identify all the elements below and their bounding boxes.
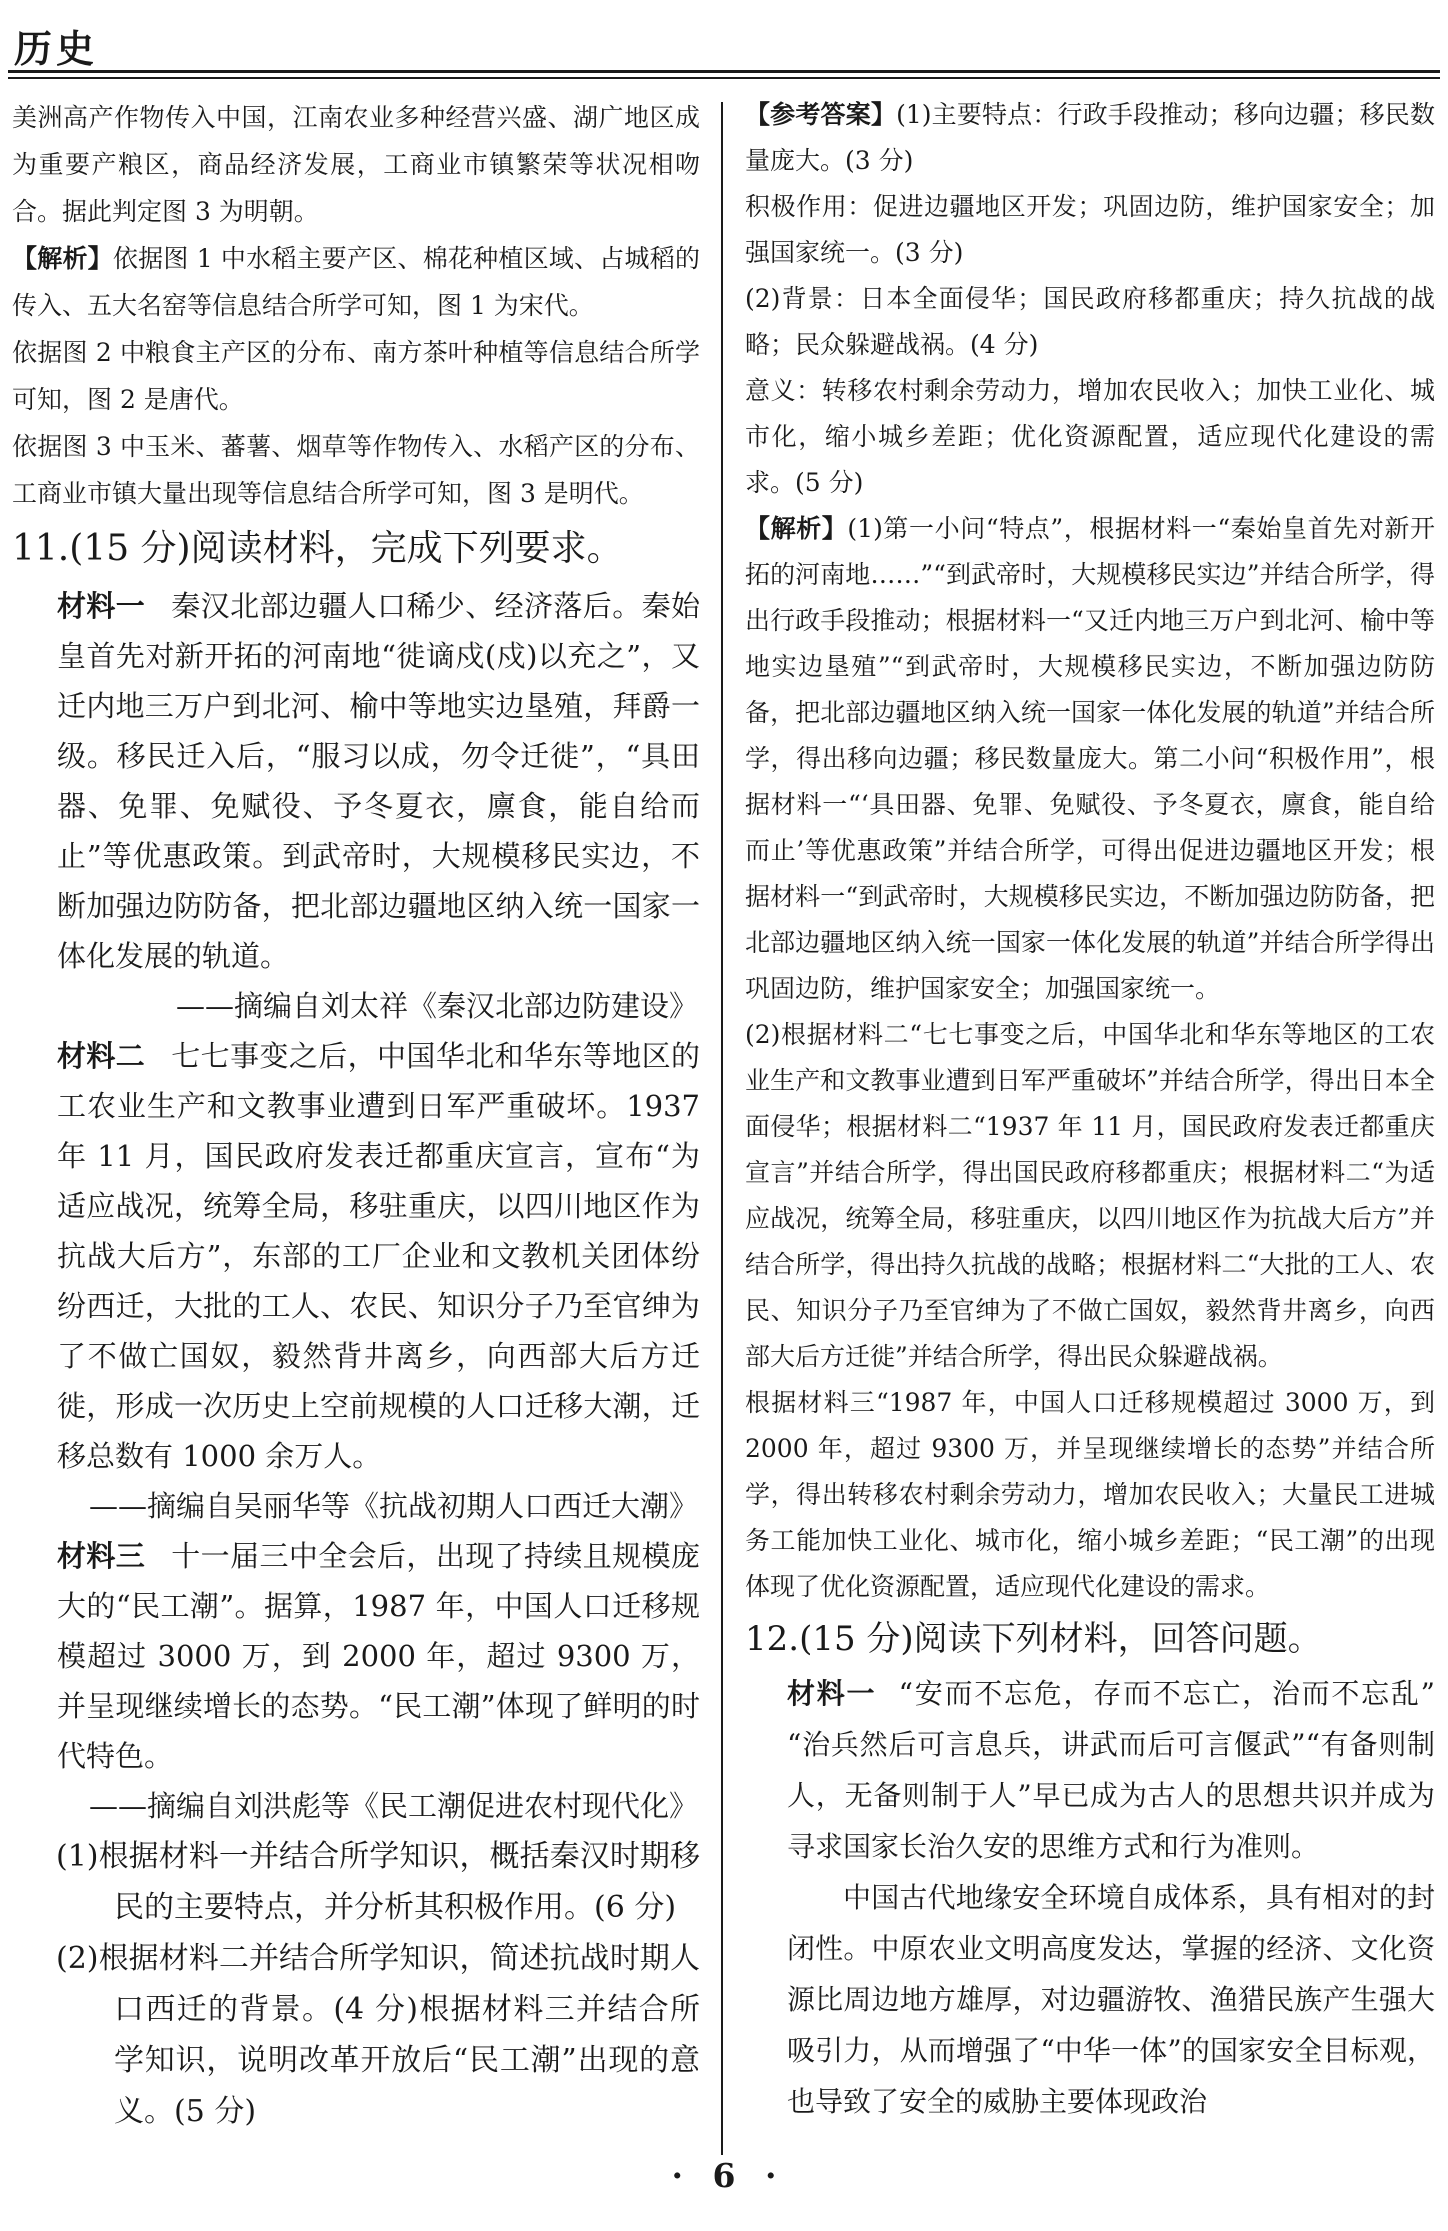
material-paragraph [787, 1668, 1435, 1872]
block-text: ——摘编自刘太祥《秦汉北部边防建设》 [175, 989, 698, 1023]
block-text: 依据图 3 中玉米、蕃薯、烟草等作物传入、水稻产区的分布、工商业市镇大量出现等信息结合所学可知，图 3 是明代。 [12, 432, 700, 508]
material-paragraph [57, 581, 700, 981]
question-header [745, 1610, 1435, 1668]
block-label: 【解析】 [12, 244, 113, 273]
block-label: 【解析】 [745, 514, 848, 543]
header-double-rule [8, 70, 1440, 79]
column-divider [721, 102, 723, 2155]
material-paragraph [57, 1031, 700, 1481]
paragraph [12, 329, 700, 423]
paragraph [745, 184, 1435, 276]
block-label: 材料一 [57, 589, 146, 623]
right-column [745, 92, 1435, 2127]
paragraph [12, 423, 700, 517]
source-line [12, 1781, 700, 1831]
block-text: (2)根据材料二并结合所学知识，简述抗战时期人口西迁的背景。(4 分)根据材料三并结合所学知识，说明改革开放后“民工潮”出现的意义。(5 分) [56, 1941, 700, 2129]
block-text: 意义：转移农村剩余劳动力，增加农民收入；加快工业化、城市化，缩小城乡差距；优化资源配置，适应现代化建设的需求。(5 分) [745, 376, 1435, 497]
page-number: · 6 · [671, 2156, 777, 2195]
block-text: 根据材料三“1987 年，中国人口迁移规模超过 3000 万，到 2000 年，超过 9300 万，并呈现继续增长的态势”并结合所学，得出转移农村剩余劳动力，增加农民收入；大量民工进城务工能加快工业化、城市化，缩小城乡差距；“民工潮”的出现体现了优化资源配置，适应现代化建设的需求。 [745, 1388, 1435, 1601]
material-paragraph [57, 1531, 700, 1781]
block-text: “安而不忘危，存而不忘亡，治而不忘乱”“治兵然后可言息兵，讲武而后可言偃武”“有备则制人，无备则制于人”早已成为古人的思想共识并成为寻求国家长治久安的思维方式和行为准则。 [787, 1677, 1435, 1863]
page-title: 历史 [14, 26, 99, 71]
block-text: 积极作用：促进边疆地区开发；巩固边防，维护国家安全；加强国家统一。(3 分) [745, 192, 1435, 267]
block-label: 【参考答案】 [745, 100, 897, 129]
left-column [12, 94, 700, 2137]
block-text: (2)根据材料二“七七事变之后，中国华北和华东等地区的工农业生产和文教事业遭到日军严重破坏”并结合所学，得出日本全面侵华；根据材料二“1937 年 11 月，国民政府发表迁都重庆宣言”并结合所学，得出国民政府移都重庆；根据材料二“为适应战况，统筹全局，移驻重庆，以四川地区作为抗战大后方”并结合所学，得出持久抗战的战略；根据材料二“大批的工人、农民、知识分子乃至官绅为了不做亡国奴，毅然背井离乡，向西部大后方迁徙”并结合所学，得出民众躲避战祸。 [745, 1020, 1435, 1371]
question-item [56, 1831, 700, 1933]
block-text: (1)第一小问“特点”，根据材料一“秦始皇首先对新开拓的河南地……”“到武帝时，大规模移民实边”并结合所学，得出行政手段推动；根据材料一“又迁内地三万户到北河、榆中等地实边垦殖”“到武帝时，大规模移民实边，不断加强边防防备，把北部边疆地区纳入统一国家一体化发展的轨道”并结合所学，得出移向边疆；移民数量庞大。第二小问“积极作用”，根据材料一“‘具田器、免罪、免赋役、予冬夏衣，廪食，能自给而止’等优惠政策”并结合所学，可得出促进边疆地区开发；根据材料一“到武帝时，大规模移民实边，不断加强边防防备，把北部边疆地区纳入统一国家一体化发展的轨道”并结合所学得出巩固边防，维护国家安全；加强国家统一。 [745, 514, 1435, 1003]
material-paragraph [787, 1872, 1435, 2127]
block-text: 依据图 2 中粮食主产区的分布、南方茶叶种植等信息结合所学可知，图 2 是唐代。 [12, 338, 700, 414]
paragraph [12, 235, 700, 329]
block-text: (1)主要特点：行政手段推动；移向边疆；移民数量庞大。(3 分) [745, 100, 1435, 175]
block-label: 材料二 [57, 1039, 146, 1073]
block-text: 12.(15 分)阅读下列材料，回答问题。 [745, 1619, 1322, 1659]
question-header [12, 517, 700, 581]
block-text: (1)根据材料一并结合所学知识，概括秦汉时期移民的主要特点，并分析其积极作用。(6 分) [56, 1839, 700, 1925]
source-line [12, 1481, 700, 1531]
block-text: 中国古代地缘安全环境自成体系，具有相对的封闭性。中原农业文明高度发达，掌握的经济、文化资源比周边地方雄厚，对边疆游牧、渔猎民族产生强大吸引力，从而增强了“中华一体”的国家安全目标观，也导致了安全的威胁主要体现政治 [787, 1881, 1435, 2118]
block-text: (2)背景：日本全面侵华；国民政府移都重庆；持久抗战的战略；民众躲避战祸。(4 分) [745, 284, 1435, 359]
block-label: 材料三 [57, 1539, 146, 1573]
block-text: 依据图 1 中水稻主要产区、棉花种植区域、占城稻的传入、五大名窑等信息结合所学可知，图 1 为宋代。 [12, 244, 700, 320]
block-text: 美洲高产作物传入中国，江南农业多种经营兴盛、湖广地区成为重要产粮区，商品经济发展，工商业市镇繁荣等状况相吻合。据此判定图 3 为明朝。 [12, 103, 700, 226]
block-text: 七七事变之后，中国华北和华东等地区的工农业生产和文教事业遭到日军严重破坏。1937 年 11 月，国民政府发表迁都重庆宣言，宣布“为适应战况，统筹全局，移驻重庆，以四川地区作为抗战大后方”，东部的工厂企业和文教机关团体纷纷西迁，大批的工人、农民、知识分子乃至官绅为了不做亡国奴，毅然背井离乡，向西部大后方迁徙，形成一次历史上空前规模的人口迁移大潮，迁移总数有 1000 余万人。 [57, 1039, 700, 1473]
question-item [56, 1933, 700, 2137]
source-line [12, 981, 700, 1031]
block-text: ——摘编自吴丽华等《抗战初期人口西迁大潮》 [88, 1489, 698, 1523]
paragraph [745, 368, 1435, 506]
block-text: 11.(15 分)阅读材料，完成下列要求。 [12, 528, 623, 569]
block-text: 十一届三中全会后，出现了持续且规模庞大的“民工潮”。据算，1987 年，中国人口迁移规模超过 3000 万，到 2000 年，超过 9300 万，并呈现继续增长的态势。“民工潮”体现了鲜明的时代特色。 [57, 1539, 700, 1773]
paragraph [745, 92, 1435, 184]
paragraph [745, 506, 1435, 1012]
paragraph [745, 1380, 1435, 1610]
paragraph [745, 1012, 1435, 1380]
block-text: 秦汉北部边疆人口稀少、经济落后。秦始皇首先对新开拓的河南地“徙谪戍(戍)以充之”，又迁内地三万户到北河、榆中等地实边垦殖，拜爵一级。移民迁入后，“服习以成，勿令迁徙”，“具田器、免罪、免赋役、予冬夏衣，廪食，能自给而止”等优惠政策。到武帝时，大规模移民实边，不断加强边防防备，把北部边疆地区纳入统一国家一体化发展的轨道。 [57, 589, 700, 973]
paragraph [745, 276, 1435, 368]
paragraph [12, 94, 700, 235]
block-label: 材料一 [787, 1677, 877, 1710]
block-text: ——摘编自刘洪彪等《民工潮促进农村现代化》 [88, 1789, 698, 1823]
